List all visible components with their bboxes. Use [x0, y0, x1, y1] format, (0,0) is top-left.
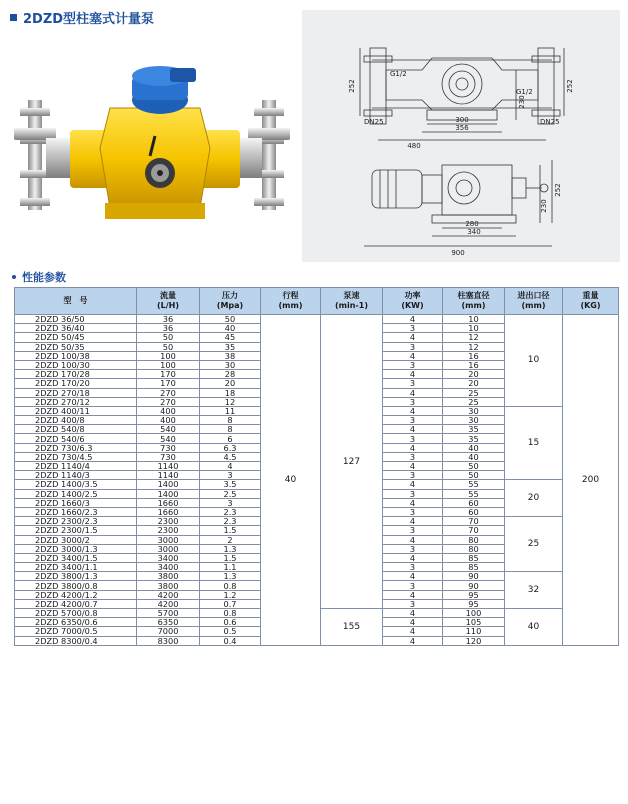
cell-plunger: 95 — [443, 599, 505, 608]
cell-power: 3 — [383, 471, 443, 480]
cell-power: 3 — [383, 452, 443, 461]
cell-flow: 1400 — [137, 480, 200, 489]
cell-model: 2DZD 540/6 — [15, 434, 137, 443]
dim-top-480: 480 — [407, 142, 421, 150]
cell-model: 2DZD 1140/3 — [15, 471, 137, 480]
cell-model: 2DZD 170/28 — [15, 370, 137, 379]
cell-flow: 50 — [137, 342, 200, 351]
spec-table — [14, 287, 619, 646]
cell-flow: 4200 — [137, 599, 200, 608]
cell-flow: 730 — [137, 452, 200, 461]
cell-model: 2DZD 1400/2.5 — [15, 489, 137, 498]
cell-flow: 3400 — [137, 553, 200, 562]
cell-power: 3 — [383, 599, 443, 608]
cell-model: 2DZD 400/8 — [15, 416, 137, 425]
section-heading — [12, 269, 66, 285]
cell-power: 4 — [383, 627, 443, 636]
cell-model: 2DZD 3400/1.1 — [15, 563, 137, 572]
cell-model: 2DZD 540/8 — [15, 425, 137, 434]
table-header-row — [15, 288, 619, 315]
cell-power: 4 — [383, 609, 443, 618]
cell-flow: 100 — [137, 360, 200, 369]
cell-model: 2DZD 4200/0.7 — [15, 599, 137, 608]
cell-model: 2DZD 730/4.5 — [15, 452, 137, 461]
page-title-text: 2DZD型柱塞式计量泵 — [23, 12, 155, 27]
cell-flow: 1140 — [137, 471, 200, 480]
page-title — [10, 8, 154, 27]
cell-pressure: 0.5 — [200, 627, 261, 636]
cell-port: 25 — [505, 517, 563, 572]
cell-model: 2DZD 6350/0.6 — [15, 618, 137, 627]
cell-pressure: 20 — [200, 379, 261, 388]
cell-pressure: 8 — [200, 416, 261, 425]
cell-flow: 5700 — [137, 609, 200, 618]
section-heading-text: 性能参数 — [22, 271, 66, 284]
cell-flow: 1400 — [137, 489, 200, 498]
cell-model: 2DZD 100/30 — [15, 360, 137, 369]
cell-model: 2DZD 3000/1.3 — [15, 544, 137, 553]
cell-pressure: 38 — [200, 351, 261, 360]
cell-power: 4 — [383, 462, 443, 471]
cell-plunger: 110 — [443, 627, 505, 636]
cell-pressure: 0.7 — [200, 599, 261, 608]
cell-pressure: 0.8 — [200, 609, 261, 618]
cell-plunger: 25 — [443, 397, 505, 406]
cell-pressure: 1.3 — [200, 544, 261, 553]
cell-model: 2DZD 1400/3.5 — [15, 480, 137, 489]
cell-plunger: 12 — [443, 333, 505, 342]
cell-pressure: 18 — [200, 388, 261, 397]
cell-plunger: 60 — [443, 498, 505, 507]
cell-flow: 36 — [137, 324, 200, 333]
cell-pressure: 8 — [200, 425, 261, 434]
cell-model: 2DZD 3400/1.5 — [15, 553, 137, 562]
cell-power: 4 — [383, 618, 443, 627]
cell-power: 4 — [383, 480, 443, 489]
cell-plunger: 90 — [443, 572, 505, 581]
cell-pressure: 2.3 — [200, 517, 261, 526]
cell-flow: 1660 — [137, 507, 200, 516]
cell-plunger: 10 — [443, 324, 505, 333]
cell-flow: 7000 — [137, 627, 200, 636]
cell-pressure: 1.1 — [200, 563, 261, 572]
cell-flow: 730 — [137, 443, 200, 452]
cell-model: 2DZD 1660/2.3 — [15, 507, 137, 516]
cell-plunger: 80 — [443, 535, 505, 544]
cell-plunger: 16 — [443, 360, 505, 369]
cell-model: 2DZD 270/18 — [15, 388, 137, 397]
cell-plunger: 35 — [443, 425, 505, 434]
cell-pressure: 3.5 — [200, 480, 261, 489]
cell-flow: 270 — [137, 388, 200, 397]
cell-power: 4 — [383, 517, 443, 526]
bullet-icon — [12, 275, 16, 279]
dim-top-dn-left: DN25 — [364, 118, 384, 126]
cell-pressure: 6 — [200, 434, 261, 443]
cell-power: 4 — [383, 636, 443, 645]
cell-power: 4 — [383, 351, 443, 360]
cell-plunger: 100 — [443, 609, 505, 618]
cell-power: 4 — [383, 333, 443, 342]
dimension-drawing — [302, 10, 620, 262]
cell-power: 4 — [383, 553, 443, 562]
cell-model: 2DZD 170/20 — [15, 379, 137, 388]
cell-power: 4 — [383, 498, 443, 507]
cell-pressure: 0.4 — [200, 636, 261, 645]
cell-plunger: 30 — [443, 406, 505, 415]
cell-plunger: 40 — [443, 452, 505, 461]
cell-plunger: 95 — [443, 590, 505, 599]
dim-top-300: 300 — [455, 116, 469, 124]
cell-model: 2DZD 4200/1.2 — [15, 590, 137, 599]
cell-flow: 100 — [137, 351, 200, 360]
cell-pressure: 0.6 — [200, 618, 261, 627]
cell-plunger: 120 — [443, 636, 505, 645]
cell-power: 4 — [383, 370, 443, 379]
dim-side-252: 252 — [554, 183, 562, 197]
cell-plunger: 80 — [443, 544, 505, 553]
cell-pressure: 1.5 — [200, 553, 261, 562]
header-pressure: 压力 (Mpa) — [200, 288, 261, 315]
cell-plunger: 12 — [443, 342, 505, 351]
header-model: 型 号 — [15, 288, 137, 315]
cell-model: 2DZD 2300/1.5 — [15, 526, 137, 535]
cell-power: 3 — [383, 489, 443, 498]
dim-side-340: 340 — [467, 228, 481, 236]
cell-power: 4 — [383, 572, 443, 581]
cell-flow: 170 — [137, 370, 200, 379]
cell-plunger: 70 — [443, 526, 505, 535]
cell-power: 3 — [383, 342, 443, 351]
cell-flow: 6350 — [137, 618, 200, 627]
cell-power: 4 — [383, 388, 443, 397]
dim-top-356: 356 — [455, 124, 469, 132]
header-weight: 重量 (KG) — [563, 288, 619, 315]
cell-flow: 400 — [137, 406, 200, 415]
header-flow: 流量 (L/H) — [137, 288, 200, 315]
cell-flow: 3000 — [137, 535, 200, 544]
cell-flow: 170 — [137, 379, 200, 388]
cell-model: 2DZD 1140/4 — [15, 462, 137, 471]
cell-flow: 400 — [137, 416, 200, 425]
cell-plunger: 85 — [443, 563, 505, 572]
cell-model: 2DZD 3800/0.8 — [15, 581, 137, 590]
cell-model: 2DZD 400/11 — [15, 406, 137, 415]
cell-plunger: 50 — [443, 462, 505, 471]
cell-pressure: 2.3 — [200, 507, 261, 516]
cell-port: 10 — [505, 315, 563, 407]
header-stroke: 行程 (mm) — [261, 288, 321, 315]
cell-speed: 155 — [321, 609, 383, 646]
cell-model: 2DZD 50/45 — [15, 333, 137, 342]
cell-plunger: 105 — [443, 618, 505, 627]
cell-flow: 2300 — [137, 517, 200, 526]
cell-power: 3 — [383, 544, 443, 553]
cell-plunger: 20 — [443, 379, 505, 388]
dim-top-g-right: G1/2 — [516, 88, 533, 96]
cell-pressure: 0.8 — [200, 581, 261, 590]
cell-model: 2DZD 100/38 — [15, 351, 137, 360]
cell-pressure: 30 — [200, 360, 261, 369]
cell-flow: 3000 — [137, 544, 200, 553]
cell-port: 20 — [505, 480, 563, 517]
dim-top-dn-right: DN25 — [540, 118, 560, 126]
cell-pressure: 3 — [200, 498, 261, 507]
cell-plunger: 70 — [443, 517, 505, 526]
cell-model: 2DZD 2300/2.3 — [15, 517, 137, 526]
header-plunger: 柱塞直径 (mm) — [443, 288, 505, 315]
cell-flow: 3800 — [137, 572, 200, 581]
cell-port: 32 — [505, 572, 563, 609]
cell-plunger: 30 — [443, 416, 505, 425]
cell-power: 4 — [383, 315, 443, 324]
cell-pressure: 12 — [200, 397, 261, 406]
cell-pressure: 1.5 — [200, 526, 261, 535]
cell-pressure: 11 — [200, 406, 261, 415]
cell-flow: 4200 — [137, 590, 200, 599]
cell-port: 15 — [505, 406, 563, 480]
cell-flow: 36 — [137, 315, 200, 324]
cell-power: 3 — [383, 360, 443, 369]
cell-pressure: 40 — [200, 324, 261, 333]
cell-plunger: 55 — [443, 480, 505, 489]
cell-flow: 1140 — [137, 462, 200, 471]
dim-side-900: 900 — [451, 249, 465, 257]
cell-model: 2DZD 3000/2 — [15, 535, 137, 544]
dim-side-280: 280 — [465, 220, 479, 228]
cell-power: 3 — [383, 434, 443, 443]
cell-power: 3 — [383, 581, 443, 590]
cell-pressure: 28 — [200, 370, 261, 379]
title-square-icon — [10, 14, 17, 21]
dim-top-230: 230 — [518, 95, 526, 109]
cell-model: 2DZD 8300/0.4 — [15, 636, 137, 645]
cell-power: 3 — [383, 416, 443, 425]
cell-plunger: 16 — [443, 351, 505, 360]
cell-flow: 2300 — [137, 526, 200, 535]
cell-pressure: 2.5 — [200, 489, 261, 498]
cell-pressure: 6.3 — [200, 443, 261, 452]
cell-power: 4 — [383, 406, 443, 415]
pump-photo — [10, 38, 300, 258]
cell-pressure: 35 — [200, 342, 261, 351]
cell-plunger: 35 — [443, 434, 505, 443]
cell-pressure: 1.3 — [200, 572, 261, 581]
cell-pressure: 50 — [200, 315, 261, 324]
cell-plunger: 20 — [443, 370, 505, 379]
cell-model: 2DZD 270/12 — [15, 397, 137, 406]
cell-flow: 540 — [137, 434, 200, 443]
cell-power: 3 — [383, 526, 443, 535]
cell-plunger: 90 — [443, 581, 505, 590]
cell-plunger: 10 — [443, 315, 505, 324]
cell-flow: 3800 — [137, 581, 200, 590]
cell-power: 3 — [383, 324, 443, 333]
cell-flow: 540 — [137, 425, 200, 434]
cell-flow: 50 — [137, 333, 200, 342]
cell-model: 2DZD 36/40 — [15, 324, 137, 333]
dim-side-230: 230 — [540, 199, 548, 213]
cell-pressure: 1.2 — [200, 590, 261, 599]
cell-plunger: 60 — [443, 507, 505, 516]
dim-top-252-left: 252 — [348, 79, 356, 93]
cell-speed: 127 — [321, 315, 383, 609]
header-port: 进出口径 (mm) — [505, 288, 563, 315]
cell-power: 3 — [383, 379, 443, 388]
cell-flow: 3400 — [137, 563, 200, 572]
cell-power: 4 — [383, 590, 443, 599]
cell-model: 2DZD 3800/1.3 — [15, 572, 137, 581]
cell-pressure: 4 — [200, 462, 261, 471]
cell-port: 40 — [505, 609, 563, 646]
cell-power: 3 — [383, 507, 443, 516]
dim-top-252-right: 252 — [566, 79, 574, 93]
cell-pressure: 2 — [200, 535, 261, 544]
cell-stroke: 40 — [261, 315, 321, 646]
cell-flow: 270 — [137, 397, 200, 406]
cell-power: 3 — [383, 397, 443, 406]
cell-plunger: 50 — [443, 471, 505, 480]
cell-power: 4 — [383, 425, 443, 434]
table-row — [15, 315, 619, 324]
cell-model: 2DZD 36/50 — [15, 315, 137, 324]
cell-pressure: 45 — [200, 333, 261, 342]
cell-flow: 8300 — [137, 636, 200, 645]
cell-power: 4 — [383, 443, 443, 452]
cell-weight: 200 — [563, 315, 619, 646]
cell-power: 3 — [383, 563, 443, 572]
cell-pressure: 3 — [200, 471, 261, 480]
cell-model: 2DZD 1660/3 — [15, 498, 137, 507]
cell-plunger: 40 — [443, 443, 505, 452]
cell-model: 2DZD 730/6.3 — [15, 443, 137, 452]
cell-plunger: 55 — [443, 489, 505, 498]
cell-plunger: 25 — [443, 388, 505, 397]
cell-model: 2DZD 7000/0.5 — [15, 627, 137, 636]
header-speed: 泵速 (min-1) — [321, 288, 383, 315]
cell-model: 2DZD 5700/0.8 — [15, 609, 137, 618]
cell-power: 4 — [383, 535, 443, 544]
header-power: 功率 (KW) — [383, 288, 443, 315]
cell-plunger: 85 — [443, 553, 505, 562]
cell-flow: 1660 — [137, 498, 200, 507]
cell-model: 2DZD 50/35 — [15, 342, 137, 351]
cell-pressure: 4.5 — [200, 452, 261, 461]
dim-top-g-left: G1/2 — [390, 70, 407, 78]
